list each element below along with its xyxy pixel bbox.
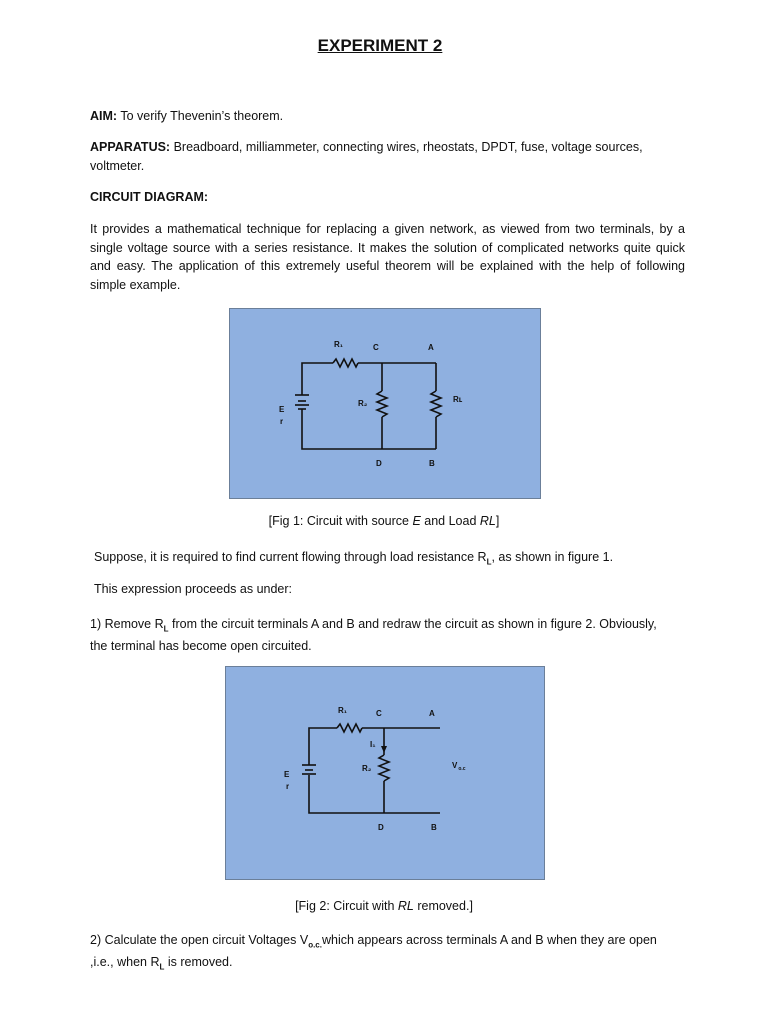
figure-2-circuit — [225, 666, 545, 880]
fig2-label-d: D — [378, 823, 384, 832]
figure-1-svg — [230, 309, 540, 498]
fig2-label-c: C — [376, 709, 382, 718]
fig1-label-rl: Rʟ — [453, 395, 463, 404]
fig2-label-e: E — [284, 770, 290, 779]
fig2-label-i1: I₁ — [370, 740, 376, 749]
fig2-label-r2: R₂ — [362, 764, 372, 773]
fig2-label-voc: $V_{o.c}$ — [452, 761, 466, 772]
fig1-label-r2: R₂ — [358, 399, 368, 408]
fig1-wiring — [302, 359, 441, 449]
fig2-label-b: B — [431, 823, 437, 832]
step-1: 1) Remove $R_L$ from the circuit terminals A and B and redraw the circuit as shown in figure 2. Obviously, the terminal has become open circuited. — [90, 617, 657, 653]
step-2: 2) Calculate the open circuit Voltages $V_{o.c.}which$ appears across terminals A and B when they are open ,i.e., when $R_L$ is removed. — [90, 933, 657, 971]
suppose-line: Suppose, it is required to find current flowing through load resistance $R_L$, as shown in figure 1. — [94, 550, 614, 567]
fig2-current-arrow — [381, 746, 387, 753]
figure-1-circuit — [229, 308, 541, 499]
apparatus-label: APPARATUS: — [90, 140, 171, 154]
fig1-label-e: E — [279, 405, 285, 414]
aim-label: AIM: — [90, 109, 118, 123]
figure-2-svg — [226, 667, 544, 879]
intro-paragraph: It provides a mathematical technique for replacing a given network, as viewed from two terminals, by a single voltage source with a series resistance. It makes the solution of complicated networks quite quick and easy. The application of this extremely useful theorem will be explained with the help of following simple example. — [90, 222, 685, 292]
circuit-heading: CIRCUIT DIAGRAM: — [90, 190, 209, 204]
aim-line — [90, 107, 685, 126]
fig2-battery — [302, 765, 316, 774]
figure-2-caption: [Fig 2: Circuit with RL removed.] — [295, 899, 473, 913]
aim-text: To verify Thevenin’s theorem. — [120, 109, 284, 123]
fig2-label-r1: R₁ — [338, 706, 348, 715]
fig1-label-a: A — [428, 343, 434, 352]
fig1-label-r: r — [280, 417, 284, 426]
fig1-label-r1: R₁ — [334, 340, 344, 349]
fig1-battery — [295, 395, 309, 409]
fig1-label-b: B — [429, 459, 435, 468]
fig2-wiring — [309, 724, 440, 813]
fig1-label-d: D — [376, 459, 382, 468]
fig1-label-c: C — [373, 343, 379, 352]
proceeds-line: This expression proceeds as under: — [94, 582, 293, 596]
fig2-label-a: A — [429, 709, 435, 718]
fig2-label-r: r — [286, 782, 290, 791]
page-title: EXPERIMENT 2 — [317, 36, 443, 55]
apparatus-line — [90, 138, 660, 175]
figure-1-caption: [Fig 1: Circuit with source E and Load RL] — [268, 514, 500, 528]
apparatus-text: Breadboard, milliammeter, connecting wires, rheostats, DPDT, fuse, voltage sources, voltmeter. — [90, 140, 643, 173]
